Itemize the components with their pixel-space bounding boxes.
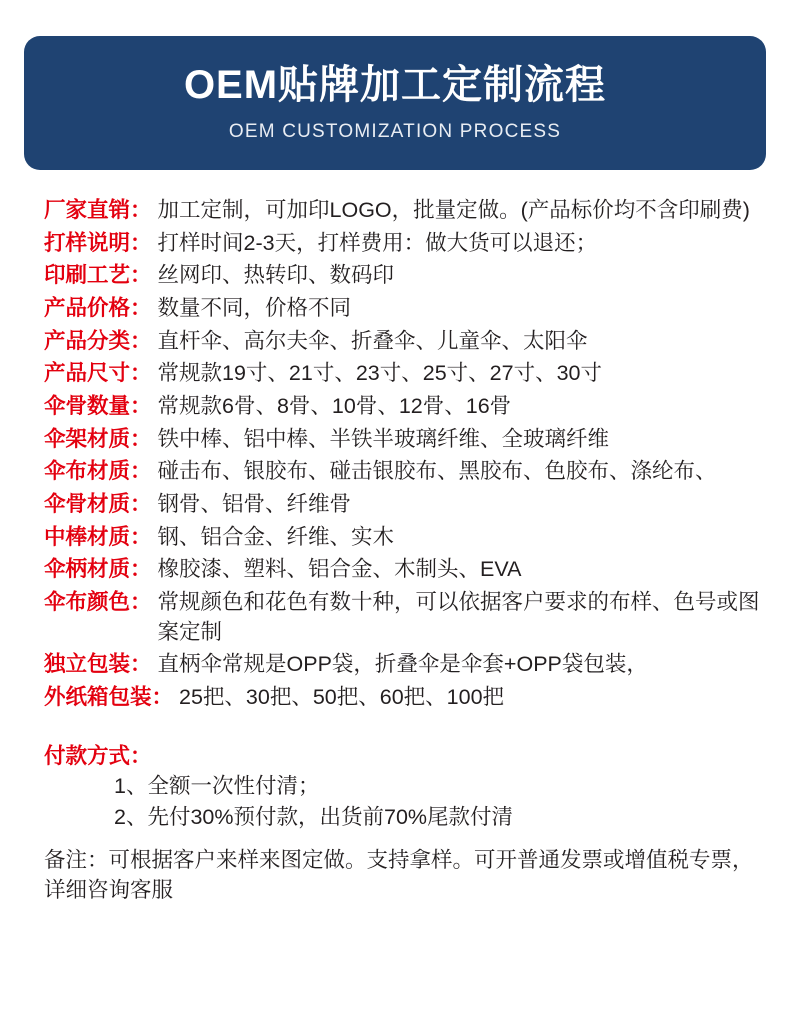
remark-text: 可根据客户来样来图定做。支持拿样。可开普通发票或增值税专票，详细咨询客服 bbox=[44, 847, 754, 903]
spec-value: 直杆伞、高尔夫伞、折叠伞、儿童伞、太阳伞 bbox=[157, 328, 588, 353]
spec-label: 印刷工艺： bbox=[44, 263, 152, 288]
payment-section bbox=[0, 741, 790, 833]
spec-value: 铁中棒、铝中棒、半铁半玻璃纤维、全玻璃纤维 bbox=[157, 426, 610, 451]
spec-row bbox=[44, 425, 760, 455]
banner-title: OEM贴牌加工定制流程 bbox=[183, 63, 607, 107]
spec-row bbox=[44, 457, 760, 487]
spec-label: 产品分类： bbox=[44, 328, 152, 353]
header-banner bbox=[24, 36, 766, 170]
spec-row bbox=[44, 261, 760, 291]
spec-row bbox=[44, 294, 760, 324]
spec-label: 伞布材质： bbox=[44, 459, 152, 484]
spec-value: 丝网印、热转印、数码印 bbox=[157, 263, 395, 288]
spec-value: 常规款6骨、8骨、10骨、12骨、16骨 bbox=[157, 393, 512, 418]
oem-process-page bbox=[0, 36, 790, 1015]
spec-label: 产品价格： bbox=[44, 295, 152, 320]
spec-value: 碰击布、银胶布、碰击银胶布、黑胶布、色胶布、涤纶布、 bbox=[157, 459, 717, 484]
spec-row bbox=[44, 196, 760, 226]
payment-item: 1、全额一次性付清； bbox=[114, 773, 320, 798]
spec-label: 独立包装： bbox=[44, 652, 152, 677]
payment-title: 付款方式： bbox=[44, 743, 152, 768]
spec-row bbox=[44, 555, 760, 585]
spec-label: 伞柄材质： bbox=[44, 557, 152, 582]
spec-value: 加工定制，可加印LOGO，批量定做。(产品标价均不含印刷费) bbox=[157, 198, 750, 222]
spec-value: 橡胶漆、塑料、铝合金、木制头、EVA bbox=[157, 557, 522, 582]
spec-label: 伞骨数量： bbox=[44, 393, 152, 418]
spec-value: 钢骨、铝骨、纤维骨 bbox=[157, 491, 352, 516]
spec-label: 中棒材质： bbox=[44, 524, 152, 549]
spec-row bbox=[44, 490, 760, 520]
spec-value: 常规颜色和花色有数十种，可以依据客户要求的布样、色号或图案定制 bbox=[157, 589, 760, 644]
spec-row bbox=[44, 650, 760, 680]
spec-value: 常规款19寸、21寸、23寸、25寸、27寸、30寸 bbox=[157, 361, 603, 386]
spec-value: 打样时间2-3天，打样费用：做大货可以退还； bbox=[157, 230, 598, 255]
spec-row bbox=[44, 392, 760, 422]
spec-label: 厂家直销： bbox=[44, 198, 152, 222]
spec-row bbox=[44, 523, 760, 553]
spec-value: 直柄伞常规是OPP袋，折叠伞是伞套+OPP袋包装， bbox=[157, 652, 648, 677]
spec-row bbox=[44, 588, 760, 647]
spec-label: 伞布颜色： bbox=[44, 589, 152, 614]
spec-row bbox=[44, 229, 760, 259]
spec-label: 外纸箱包装： bbox=[44, 684, 174, 709]
remark-label: 备注： bbox=[44, 847, 109, 872]
spec-label: 伞骨材质： bbox=[44, 491, 152, 516]
spec-row bbox=[44, 359, 760, 389]
remark-block bbox=[0, 845, 790, 906]
spec-value: 数量不同，价格不同 bbox=[157, 295, 352, 320]
payment-item: 2、先付30%预付款，出货前70%尾款付清 bbox=[114, 804, 514, 829]
spec-list bbox=[0, 196, 790, 713]
spec-row bbox=[44, 683, 760, 713]
banner-subtitle: OEM CUSTOMIZATION PROCESS bbox=[228, 121, 562, 142]
spec-value: 钢、铝合金、纤维、实木 bbox=[157, 524, 395, 549]
spec-value: 25把、30把、50把、60把、100把 bbox=[179, 684, 505, 709]
spec-row bbox=[44, 327, 760, 357]
spec-label: 打样说明： bbox=[44, 230, 152, 255]
spec-label: 产品尺寸： bbox=[44, 361, 152, 386]
spec-label: 伞架材质： bbox=[44, 426, 152, 451]
